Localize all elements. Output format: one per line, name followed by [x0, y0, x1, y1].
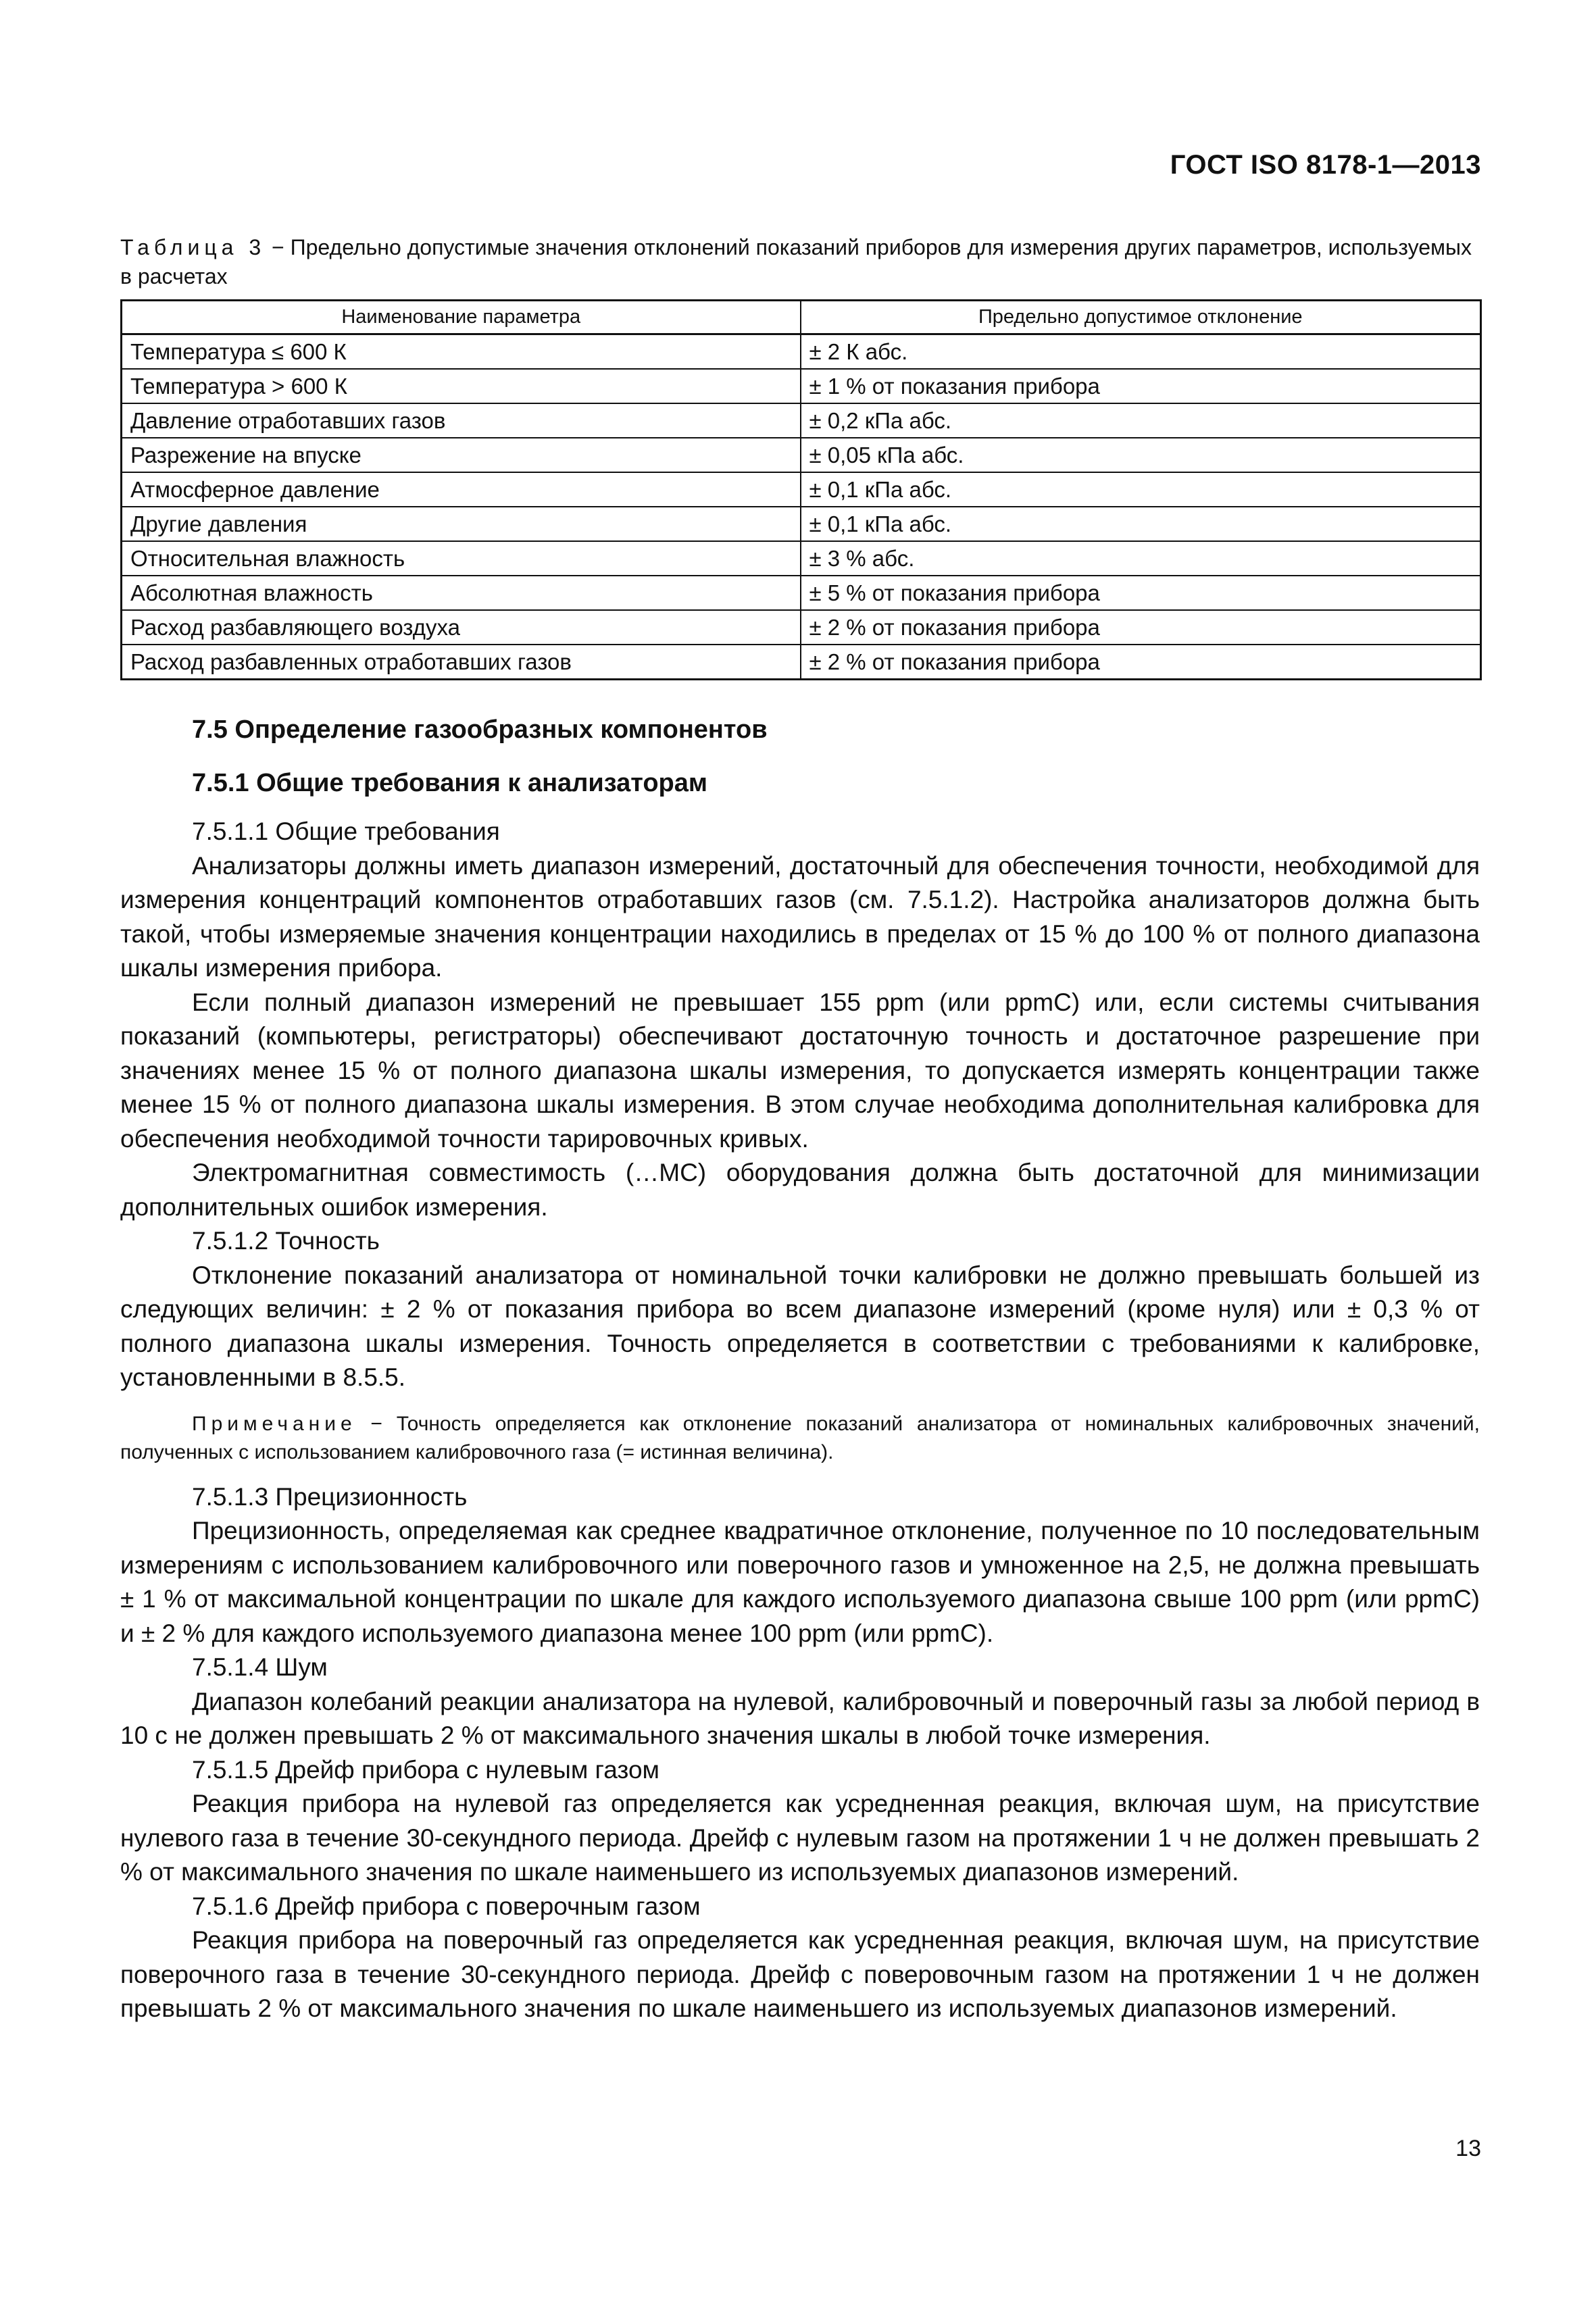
- table-row: [122, 438, 1481, 472]
- section-heading-7-5: 7.5 Определение газообразных компонентов: [192, 715, 768, 744]
- table-row: [122, 334, 1481, 370]
- table-cell-parameter: Атмосферное давление: [122, 472, 801, 507]
- table-cell-tolerance: ± 3 % абс.: [801, 541, 1481, 576]
- paragraph: Отклонение показаний анализатора от номинальной точки калибровки не должно превышать большей из следующих величин: ± 2 % от показания прибора во всем диапазоне измерений (кроме нуля) или ± 0,3 % от полного диапазона шкалы измерения. Точность определяется в соответствии с требованиями к калибровке, установленными в 8.5.5.: [120, 1261, 1480, 1391]
- table-cell-tolerance: ± 0,05 кПа абс.: [801, 438, 1481, 472]
- note-text: − Точность определяется как отклонение показаний анализатора от номинальных калибровочных значений, полученных с использованием калибровочного газа (= истинная величина).: [120, 1412, 1480, 1463]
- table-row: [122, 541, 1481, 576]
- table-caption-text: − Предельно допустимые значения отклонений показаний приборов для измерения других параметров, используемых в расчетах: [120, 235, 1472, 288]
- paragraph: Анализаторы должны иметь диапазон измерений, достаточный для обеспечения точности, необходимой для измерения концентраций компонентов отработавших газов (см. 7.5.1.2). Настройка анализаторов должна быть такой, чтобы измеряемые значения концентрации находились в пределах от 15 % до 100 % от полного диапазона шкалы измерения прибора.: [120, 851, 1480, 982]
- table-caption: [120, 233, 1480, 291]
- page-number: 13: [1455, 2136, 1481, 2161]
- table-header-row: [122, 301, 1481, 334]
- table-cell-tolerance: ± 1 % от показания прибора: [801, 369, 1481, 403]
- table-cell-parameter: Температура > 600 К: [122, 369, 801, 403]
- table-cell-parameter: Температура ≤ 600 К: [122, 334, 801, 370]
- table-cell-tolerance: ± 2 % от показания прибора: [801, 610, 1481, 645]
- subsection-title-7-5-1-4: 7.5.1.4 Шум: [192, 1653, 328, 1681]
- table-cell-tolerance: ± 0,1 кПа абс.: [801, 507, 1481, 541]
- note: [120, 1410, 1480, 1467]
- table-row: [122, 576, 1481, 610]
- subsection-title-7-5-1-6: 7.5.1.6 Дрейф прибора с поверочным газом: [192, 1892, 701, 1920]
- table-cell-tolerance: ± 2 % от показания прибора: [801, 645, 1481, 680]
- subsection-title-7-5-1-2: 7.5.1.2 Точность: [192, 1227, 380, 1255]
- table-row: [122, 610, 1481, 645]
- table-cell-tolerance: ± 0,2 кПа абс.: [801, 403, 1481, 438]
- table-cell-parameter: Разрежение на впуске: [122, 438, 801, 472]
- table-cell-tolerance: ± 5 % от показания прибора: [801, 576, 1481, 610]
- table-row: [122, 403, 1481, 438]
- table-cell-tolerance: ± 0,1 кПа абс.: [801, 472, 1481, 507]
- subsection-title-7-5-1-5: 7.5.1.5 Дрейф прибора с нулевым газом: [192, 1755, 659, 1784]
- document-body: [120, 713, 1480, 2026]
- paragraph: Электромагнитная совместимость (…МС) оборудования должна быть достаточной для минимизации дополнительных ошибок измерения.: [120, 1159, 1480, 1221]
- paragraph: Прецизионность, определяемая как среднее квадратичное отклонение, полученное по 10 последовательным измерениям с использованием калибровочного или поверочного газов и умноженное на 2,5, не должна превышать ± 1 % от максимальной концентрации по шкале для каждого используемого диапазона свыше 100 ppm (или ppmC) и ± 2 % для каждого используемого диапазона менее 100 ppm (или ppmC).: [120, 1517, 1480, 1647]
- table-row: [122, 472, 1481, 507]
- table-row: [122, 645, 1481, 680]
- table-cell-parameter: Абсолютная влажность: [122, 576, 801, 610]
- subsection-title-7-5-1-3: 7.5.1.3 Прецизионность: [192, 1482, 468, 1511]
- table-row: [122, 369, 1481, 403]
- paragraph: Если полный диапазон измерений не превышает 155 ppm (или ppmC) или, если системы считывания показаний (компьютеры, регистраторы) обеспечивают достаточную точность и достаточное разрешение при значениях менее 15 % от полного диапазона шкалы измерения, то допускается измерять концентрации также менее 15 % от полного диапазона шкалы измерения. В этом случае необходима дополнительная калибровка для обеспечения необходимой точности тарировочных кривых.: [120, 988, 1480, 1153]
- document-id-header: ГОСТ ISO 8178-1—2013: [1170, 150, 1481, 180]
- table-cell-parameter: Давление отработавших газов: [122, 403, 801, 438]
- table-cell-parameter: Относительная влажность: [122, 541, 801, 576]
- table-row: [122, 507, 1481, 541]
- table-cell-parameter: Другие давления: [122, 507, 801, 541]
- section-heading-7-5-1: 7.5.1 Общие требования к анализаторам: [192, 768, 707, 797]
- table-cell-parameter: Расход разбавленных отработавших газов: [122, 645, 801, 680]
- note-label: Примечание: [192, 1412, 357, 1435]
- paragraph: Реакция прибора на поверочный газ определяется как усредненная реакция, включая шум, на присутствие поверочного газа в течение 30-секундного периода. Дрейф с поверовочным газом на протяжении 1 ч не должен превышать 2 % от максимального значения по шкале наименьшего из используемых диапазонов измерений.: [120, 1926, 1480, 2022]
- table-cell-parameter: Расход разбавляющего воздуха: [122, 610, 801, 645]
- subsection-title-7-5-1-1: 7.5.1.1 Общие требования: [192, 818, 500, 845]
- tolerance-table: [120, 299, 1482, 680]
- table-cell-tolerance: ± 2 К абс.: [801, 334, 1481, 370]
- paragraph: Реакция прибора на нулевой газ определяется как усредненная реакция, включая шум, на присутствие нулевого газа в течение 30-секундного периода. Дрейф с нулевым газом на протяжении 1 ч не должен превышать 2 % от максимального значения по шкале наименьшего из используемых диапазонов измерений.: [120, 1790, 1480, 1886]
- column-header-parameter: Наименование параметра: [122, 301, 801, 334]
- table-caption-label: Таблица 3: [120, 235, 266, 259]
- column-header-tolerance: Предельно допустимое отклонение: [801, 301, 1481, 334]
- paragraph: Диапазон колебаний реакции анализатора на нулевой, калибровочный и поверочный газы за любой период в 10 с не должен превышать 2 % от максимального значения шкалы в любой точке измерения.: [120, 1687, 1480, 1749]
